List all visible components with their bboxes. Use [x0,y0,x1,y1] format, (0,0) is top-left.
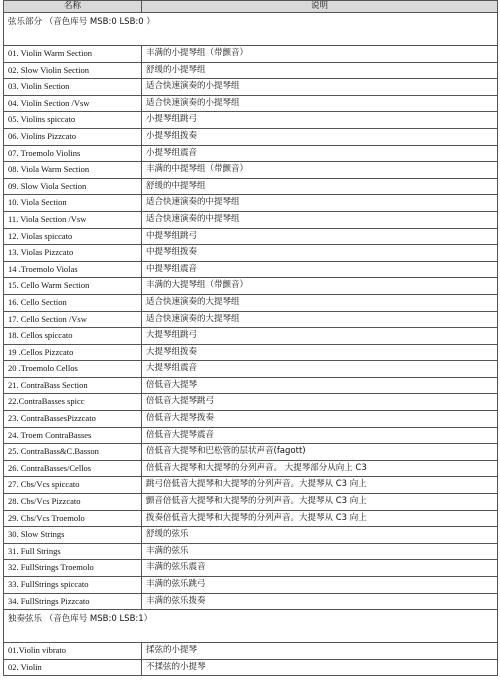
instrument-name: 17. Cello Section /Vsw [4,311,142,328]
instrument-desc: 大提琴组跳弓 [142,328,498,345]
table-row [4,79,498,96]
table-row [4,427,498,444]
table-row [4,328,498,345]
instrument-name: 32. FullStrings Troemolo [4,560,142,577]
instrument-desc: 小提琴组拨奏 [142,128,498,145]
table-row [4,228,498,245]
table-row [4,377,498,394]
instrument-desc: 倍低音大提琴 [142,377,498,394]
instrument-desc: 颤音倍低音大提琴和大提琴的分列声音。大提琴从 C3 向上 [142,494,498,511]
instrument-name: 27. Cbs/Vcs spiccato [4,477,142,494]
instrument-desc: 跳弓倍低音大提琴和大提琴的分列声音。大提琴从 C3 向上 [142,477,498,494]
instrument-name: 02. Slow Violin Section [4,62,142,79]
instrument-desc: 适合快速演奏的小提琴组 [142,95,498,112]
instrument-desc: 丰满的弦乐震音 [142,560,498,577]
instrument-desc: 适合快速演奏的小提琴组 [142,79,498,96]
table-row [4,211,498,228]
instrument-desc: 舒缓的弦乐 [142,527,498,544]
table-row [4,593,498,610]
instrument-name: 18. Cellos spiccato [4,328,142,345]
instrument-desc: 拨奏倍低音大提琴和大提琴的分列声音。大提琴从 C3 向上 [142,510,498,527]
instrument-name: 12. Violas spiccato [4,228,142,245]
instrument-name: 26. ContraBasses/Cellos [4,460,142,477]
instrument-desc: 适合快速演奏的中提琴组 [142,195,498,212]
instrument-name: 07. Troemolo Violins [4,145,142,162]
instrument-name: 29. Cbs/Vcs Troemolo [4,510,142,527]
instrument-name: 20 .Troemolo Cellos [4,361,142,378]
instrument-desc: 大提琴组拨奏 [142,344,498,361]
table-row [4,643,498,660]
instrument-desc: 中提琴组跳弓 [142,228,498,245]
table-row [4,577,498,594]
instrument-name: 06. Violins Pizzcato [4,128,142,145]
instrument-desc: 倍低音大提琴和大提琴的分列声音。 大提琴部分从向上 C3 [142,460,498,477]
table-row [4,394,498,411]
table-row [4,494,498,511]
header-desc: 说明 [142,1,498,13]
instrument-name: 08. Viola Warm Section [4,162,142,179]
instrument-desc: 倍低音大提琴拨奏 [142,411,498,428]
instrument-name: 09. Slow Viola Section [4,178,142,195]
instrument-table [3,0,498,676]
instrument-name: 14 .Troemolo Violas [4,261,142,278]
table-row [4,95,498,112]
instrument-desc: 中提琴组拨奏 [142,245,498,262]
instrument-name: 01. Violin Warm Section [4,46,142,63]
instrument-name: 10. Viola Section [4,195,142,212]
instrument-name: 19 .Cellos Pizzcato [4,344,142,361]
instrument-name: 13. Violas Pizzcato [4,245,142,262]
table-header-row [4,1,498,13]
instrument-name: 23. ContraBassesPizzcato [4,411,142,428]
instrument-desc: 倍低音大提琴震音 [142,427,498,444]
instrument-desc: 中提琴组震音 [142,261,498,278]
table-row [4,460,498,477]
table-row [4,278,498,295]
table-row [4,477,498,494]
instrument-name: 30. Slow Strings [4,527,142,544]
instrument-name: 34. FullStrings Pizzcato [4,593,142,610]
instrument-desc: 倍低音大提琴和巴松管的层状声音(fagott) [142,444,498,461]
header-name: 名称 [4,1,142,13]
instrument-desc: 丰满的小提琴组（带颤音） [142,46,498,63]
table-row [4,46,498,63]
instrument-desc: 舒缓的小提琴组 [142,62,498,79]
table-row [4,543,498,560]
section-strings-row [4,13,498,46]
table-row [4,145,498,162]
table-row [4,195,498,212]
table-row [4,361,498,378]
instrument-desc: 适合快速演奏的中提琴组 [142,211,498,228]
instrument-name: 04. Violin Section /Vsw [4,95,142,112]
table-row [4,245,498,262]
instrument-desc: 小提琴组震音 [142,145,498,162]
instrument-name: 28. Cbs/Vcs Pizzcato [4,494,142,511]
instrument-name: 31. Full Strings [4,543,142,560]
instrument-desc: 丰满的弦乐跳弓 [142,577,498,594]
instrument-name: 05. Violins spiccato [4,112,142,129]
section-solo-row [4,610,498,643]
instrument-desc: 揉弦的小提琴 [142,643,498,660]
table-row [4,510,498,527]
table-row [4,261,498,278]
table-row [4,527,498,544]
table-row [4,128,498,145]
instrument-desc: 丰满的弦乐 [142,543,498,560]
instrument-name: 25. ContraBass&C.Basson [4,444,142,461]
section-solo-label: 独奏弦乐 （音色库号 MSB:0 LSB:1） [4,610,498,643]
table-row [4,444,498,461]
instrument-name: 11. Viola Section /Vsw [4,211,142,228]
instrument-name: 03. Violin Section [4,79,142,96]
instrument-table-body [4,1,498,676]
table-row [4,311,498,328]
table-row [4,162,498,179]
instrument-name: 24. Troem ContraBasses [4,427,142,444]
instrument-name: 01.Violin vibrato [4,643,142,660]
section-strings-label: 弦乐部分 （音色库号 MSB:0 LSB:0 ） [4,13,498,46]
table-row [4,560,498,577]
table-row [4,659,498,676]
instrument-name: 02. Violin [4,659,142,676]
instrument-desc: 小提琴组跳弓 [142,112,498,129]
instrument-name: 33. FullStrings spiccato [4,577,142,594]
instrument-desc: 丰满的中提琴组（带颤音） [142,162,498,179]
table-row [4,112,498,129]
instrument-desc: 丰满的弦乐拨奏 [142,593,498,610]
instrument-name: 22.ContraBasses spicc [4,394,142,411]
instrument-desc: 不揉弦的小提琴 [142,659,498,676]
table-row [4,62,498,79]
instrument-name: 15. Cello Warm Section [4,278,142,295]
table-row [4,178,498,195]
instrument-desc: 大提琴组震音 [142,361,498,378]
table-row [4,411,498,428]
table-row [4,344,498,361]
instrument-name: 16. Cello Section [4,294,142,311]
instrument-desc: 舒缓的中提琴组 [142,178,498,195]
instrument-name: 21. ContraBass Section [4,377,142,394]
instrument-desc: 倍低音大提琴跳弓 [142,394,498,411]
instrument-desc: 丰满的大提琴组（带颤音） [142,278,498,295]
table-row [4,294,498,311]
instrument-desc: 适合快速演奏的大提琴组 [142,294,498,311]
instrument-desc: 适合快速演奏的大提琴组 [142,311,498,328]
